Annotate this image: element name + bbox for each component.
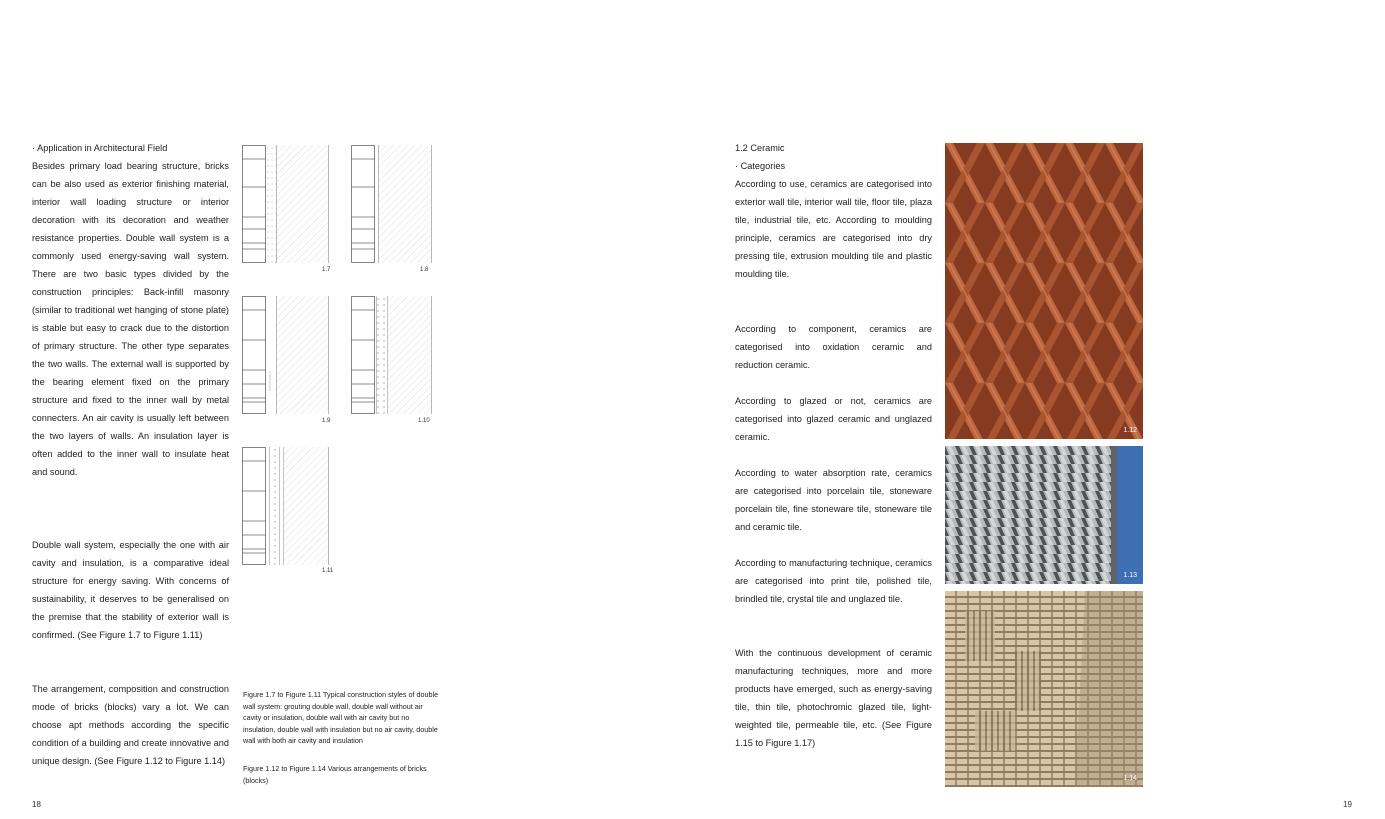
body-paragraph: The arrangement, composition and construction mode of bricks (blocks) vary a lot. We can choose apt methods according the specific condition of a building and create innovative and unique design. (See Figure 1.12 to Figure 1.14) — [32, 684, 229, 766]
section-heading-ceramic: 1.2 Ceramic — [735, 143, 785, 153]
body-paragraph: According to manufacturing technique, ceramics are categorised into print tile, polished tile, brindled tile, crystal tile and unglazed tile. — [735, 558, 932, 604]
body-paragraph: With the continuous development of ceramic manufacturing techniques, more and more products have emerged, such as energy-saving tile, thin tile, photochromic glazed tile, light-weighted tile, permeable tile, etc. (See Figure 1.15 to Figure 1.17) — [735, 648, 932, 748]
wall-section-drawing-1-8 — [351, 145, 433, 263]
body-paragraph: According to water absorption rate, ceramics are categorised into porcelain tile, stoneware porcelain tile, fine stoneware tile, stoneware tile and ceramic tile. — [735, 468, 932, 532]
body-paragraph: According to glazed or not, ceramics are categorised into glazed ceramic and unglazed ceramic. — [735, 396, 932, 442]
terracotta-lattice-image — [945, 143, 1143, 439]
figure-caption: Figure 1.7 to Figure 1.11 Typical construction styles of double wall system: grouting double wall, double wall without air cavity or insulation, double wall with air cavity but no insulation, double wall with insulation but no air cavity, double wall with both air cavity and insulation — [243, 690, 439, 745]
photo-number: 1.13 — [1123, 572, 1137, 579]
wall-section-drawing-1-7 — [242, 145, 330, 263]
photo-grey-brick-facade — [945, 446, 1143, 584]
wall-section-drawing-1-10 — [351, 296, 433, 414]
body-paragraph: Double wall system, especially the one with air cavity and insulation, is a comparative ideal structure for energy saving. With concerns of sustainability, it deserves to be generalised on the premise that the stability of exterior wall is confirmed. (See Figure 1.7 to Figure 1.11) — [32, 540, 229, 640]
photo-number: 1.12 — [1123, 427, 1137, 434]
beige-brick-pattern-image — [945, 591, 1143, 787]
body-paragraph: According to component, ceramics are categorised into oxidation ceramic and reduction ceramic. — [735, 324, 932, 370]
figure-number: 1.8 — [420, 267, 429, 273]
grey-angled-brick-image — [945, 446, 1143, 584]
photo-terracotta-facade — [945, 143, 1143, 439]
wall-section-drawing-1-9 — [242, 296, 330, 414]
figure-number: 1.9 — [322, 418, 331, 424]
figure-number: 1.7 — [322, 267, 331, 273]
figure-caption: Figure 1.12 to Figure 1.14 Various arrangements of bricks (blocks) — [243, 764, 427, 785]
section-heading-application: · Application in Architectural Field — [32, 143, 168, 153]
photo-beige-brick-wall — [945, 591, 1143, 787]
figure-number: 1.11 — [322, 568, 334, 574]
page-number-left: 18 — [32, 800, 41, 809]
body-paragraph: Besides primary load bearing structure, bricks can be also used as exterior finishing material, interior wall loading structure or interior decoration with its decoration and weather resistance properties. Double wall system is a commonly used energy-saving wall system. There are two basic types divided by the construction principles: Back-infill masonry (similar to traditional wet hanging of stone plate) is stable but easy to crack due to the distortion of primary structure. The other type separates the two walls. The external wall is supported by the bearing element fixed on the primary structure and fixed to the inner wall by metal connecters. An air cavity is usually left between the two layers of walls. An insulation layer is often added to the inner wall to insulate heat and sound. — [32, 161, 229, 477]
page-number-right: 19 — [1343, 800, 1352, 809]
body-paragraph: According to use, ceramics are categorised into exterior wall tile, interior wall tile, floor tile, plaza tile, industrial tile, etc. According to moulding principle, ceramics are categorised into dry pressing tile, extrusion moulding tile and plastic moulding tile. — [735, 179, 932, 279]
photo-number: 1.14 — [1123, 775, 1137, 782]
figure-number: 1.10 — [418, 418, 430, 424]
sub-heading-categories: · Categories — [735, 161, 786, 171]
wall-section-drawing-1-11 — [242, 447, 330, 565]
